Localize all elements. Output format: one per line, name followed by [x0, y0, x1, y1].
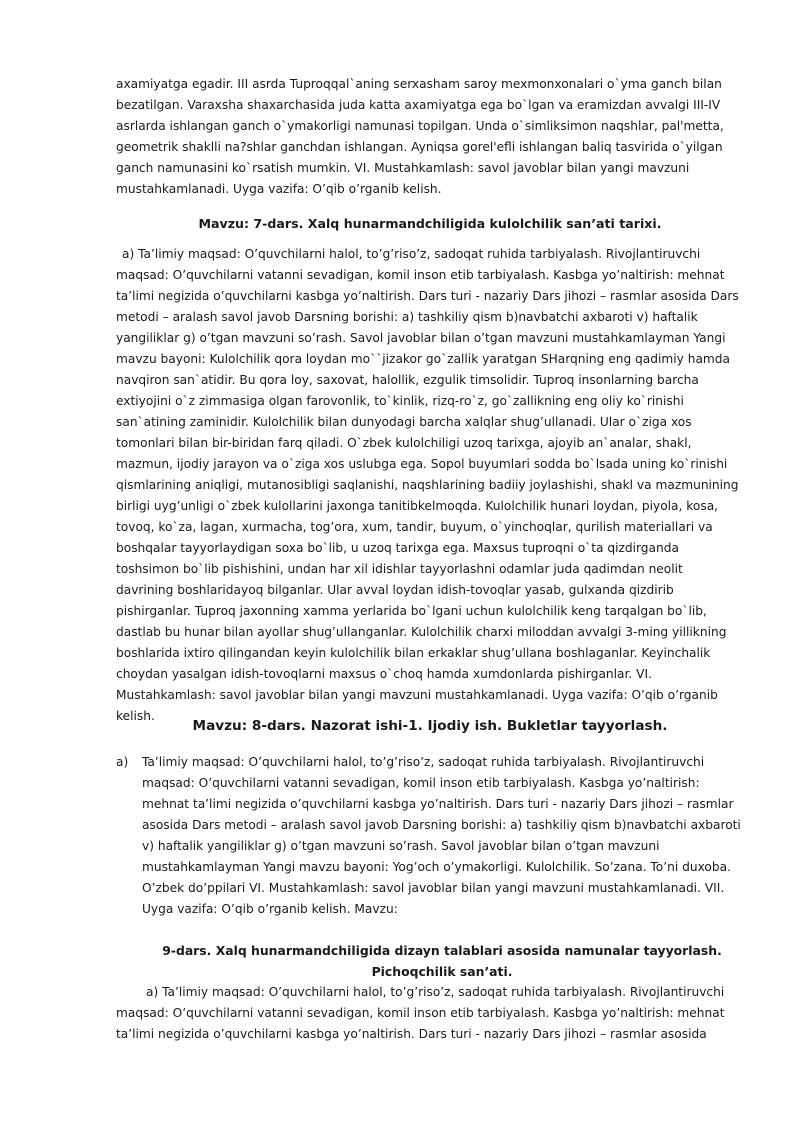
paragraph-lesson-7-body: a) Ta’limiy maqsad: O’quvchilarni halol, to’g’riso’z, sadoqat ruhida tarbiyalash. Rivojlantiruvchi maqsad: O’quvchilarni vatanni sevadigan, komil inson etib tarbiyalash. Kasbga yo’naltirish: mehnat ta’limi negizida o’quvchilarni kasbga yo’naltirish. Dars turi - nazariy Dars jihozi – rasmlar asosida Dars metodi – aralash savol javob Darsning borishi: a) tashkiliy qism b)navbatchi axbaroti v) haftalik yangiliklar g) o’tgan mavzuni so’rash. Savol javoblar bilan o’tgan mavzuni mustahkamlayman Yangi mavzu bayoni: Kulolchilik qora loydan mo``jizakor go`zallik yaratgan SHarqning eng qadimiy hamda navqiron san`atidir. Bu qora loy, saxovat, halollik, ezgulik timsolidir. Tuproq insonlarning barcha extiyojini o`z zimmasiga olgan farovonlik, to`kinlik, rizq-ro`z, go`zallikning eng oliy ko`rinishi san`atining zaminidir. Kulolchilik bilan dunyodagi barcha xalqlar shug’ullanadi. Ular o`ziga xos tomonlari bilan bir-biridan farq qiladi. O`zbek kulolchiligi uzoq tarixga, ajoyib an`analar, shakl, mazmun, ijodiy jarayon va o`ziga xos uslubga ega. Sopol buyumlari sodda bo`lsada uning ko`rinishi qismlarining aniqligi, mutanosibligi saqlanishi, naqshlarining badiiy joylashishi, shakl va mazmunining birligi uyg’unligi o`zbek kulollarini jaxonga tanitibkelmoqda. Kulolchilik hunari loydan, piyola, kosa, tovoq, ko`za, lagan, xurmacha, tog’ora, xum, tandir, buyum, o`yinchoqlar, qurilish materiallari va boshqalar tayyorlaydigan soxa bo`lib, u uzoq tarixga ega. Maxsus tuproqni o`ta qizdirganda toshsimon bo`lib pishishini, undan har xil idishlar tayyorlashni odamlar juda qadimdan neolit davrining boshlaridayoq bilganlar. Ular avval loydan idish-tovoqlar yasab, gulxanda qizdirib pishirganlar. Tuproq jaxonning xamma yerlarida bo`lgani uchun kulolchilik keng tarqalgan bo`lib, dastlab bu hunar bilan ayollar shug’ullanganlar. Kulolchilik charxi miloddan avvalgi 3-ming yillikning boshlarida ixtiro qilingandan keyin kulolchilik bilan erkaklar shug’ullana boshlaganlar. Keyinchalik choydan yasalgan idish-tovoqlarni maxsus o`choq hamda xumdonlarda pishirganlar. VI. Mustahkamlash: savol javoblar bilan yangi mavzuni mustahkamlanadi. Uyga vazifa: O’qib o’rganib kelish.	[116, 247, 739, 723]
list-marker: a)	[116, 755, 129, 769]
lesson-8-text: Ta’limiy maqsad: O’quvchilarni halol, to’g’riso’z, sadoqat ruhida tarbiyalash. Rivojlantiruvchi maqsad: O’quvchilarni vatanni sevadigan, komil inson etib tarbiyalash. Kasbga yo’naltirish: mehnat ta’limi negizida o’quvchilarni kasbga yo’naltirish. Dars turi - nazariy Dars jihozi – rasmlar asosida Dars metodi – aralash savol javob Darsning borishi: a) tashkiliy qism b)navbatchi axbaroti v) haftalik yangiliklar g) o’tgan mavzuni so’rash. Savol javoblar bilan o’tgan mavzuni mustahkamlayman Yangi mavzu bayoni: Yog’och o’ymakorligi. Kulolchilik. So’zana. To’ni duxoba. O’zbek do’ppilari VI. Mustahkamlash: savol javoblar bilan yangi mavzuni mustahkamlanadi. VII. Uyga vazifa: O’qib o’rganib kelish. Mavzu:	[142, 755, 741, 916]
paragraph-lesson-9-body: a) Ta’limiy maqsad: O’quvchilarni halol, to’g’riso’z, sadoqat ruhida tarbiyalash. Rivojlantiruvchi maqsad: O’quvchilarni vatanni sevadigan, komil inson etib tarbiyalash. Kasbga yo’naltirish: mehnat ta’limi negizida o’quvchilarni kasbga yo’naltirish. Dars turi - nazariy Dars jihozi – rasmlar asosida	[116, 985, 725, 1041]
paragraph-lesson-8-body	[116, 752, 744, 920]
lesson-8-heading: Mavzu: 8-dars. Nazorat ishi-1. Ijodiy ish. Bukletlar tayyorlash.	[192, 718, 668, 734]
lesson-9-heading: 9-dars. Xalq hunarmandchiligida dizayn talablari asosida namunalar tayyorlash. Pichoqchilik san’ati.	[162, 943, 722, 979]
lesson-7-heading: Mavzu: 7-dars. Xalq hunarmandchiligida kulolchilik san’ati tarixi.	[198, 216, 662, 231]
paragraph-ganch-carving: axamiyatga egadir. III asrda Tuproqqal`aning serxasham saroy mexmonxonalari o`yma ganch bilan bezatilgan. Varaxsha shaxarchasida juda katta axamiyatga ega bo`lgan va eramizdan avvalgi III-IV asrlarda ishlangan ganch o`ymakorligi namunasi topilgan. Unda o`simliksimon naqshlar, pal'metta, geometrik shaklli na?shlar ganchdan ishlangan. Ayniqsa gorel'efli ishlangan baliq tasvirida o`yilgan ganch namunasini ko`rsatish mumkin. VI. Mustahkamlash: savol javoblar bilan yangi mavzuni mustahkamlanadi. Uyga vazifa: O’qib o’rganib kelish.	[116, 77, 724, 196]
